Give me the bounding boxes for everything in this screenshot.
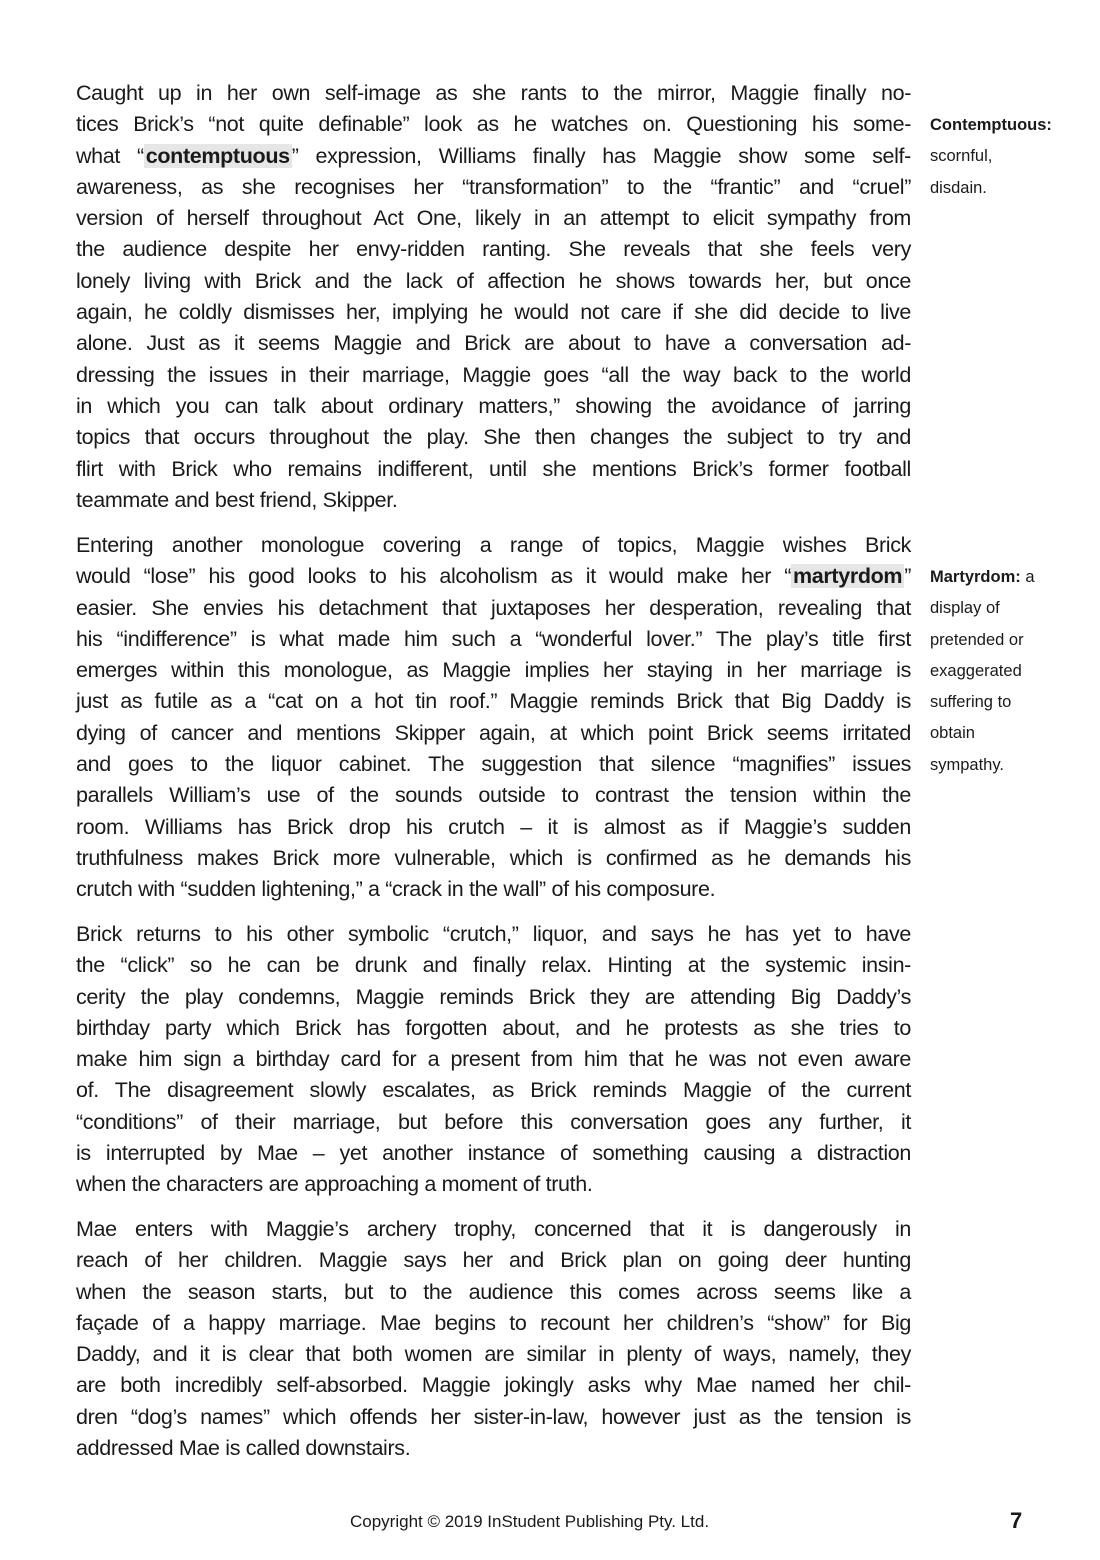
glossary-definition-line: display of [930,599,1000,618]
glossary-definition-line: pretended or [930,630,1024,649]
text-fragment: ” [904,564,911,589]
text-line: just as futile as a “cat on a hot tin roof.” Maggie reminds Brick that Big Daddy is [76,689,911,714]
text-line: the audience despite her envy-ridden ranting. She reveals that she feels very [76,237,911,262]
paragraph-4 [76,1214,911,1464]
text-line: truthfulness makes Brick more vulnerable, which is confirmed as he demands his [76,845,911,870]
text-line: when the season starts, but to the audience this comes across seems like a [76,1279,911,1304]
text-line: Daddy, and it is clear that both women are similar in plenty of ways, namely, they [76,1342,911,1367]
text-line: his “indifference” is what made him such a “wonderful lover.” The play’s title first [76,626,911,651]
highlighted-term: contemptuous [145,143,290,168]
text-line: parallels William’s use of the sounds outside to contrast the tension within the [76,783,911,808]
page-number: 7 [1010,1508,1023,1533]
text-line: dren “dog’s names” which offends her sister-in-law, however just as the tension is [76,1404,911,1429]
paragraph-3 [76,919,911,1201]
text-fragment: what “ [76,143,144,168]
glossary-term: Martyrdom: [930,568,1021,586]
text-line: make him sign a birthday card for a present from him that he was not even aware [76,1047,911,1072]
text-line [76,561,911,592]
text-line: flirt with Brick who remains indifferent, until she mentions Brick’s former football [76,456,911,481]
text-line: crutch with “sudden lightening,” a “crack in the wall” of his composure. [76,877,716,902]
text-line: awareness, as she recognises her “transformation” to the “frantic” and “cruel” [76,174,911,199]
glossary-definition-line: obtain [930,724,975,743]
glossary-definition-line: scornful, [930,147,993,166]
text-line: in which you can talk about ordinary matters,” showing the avoidance of jarring [76,393,911,418]
glossary-definition-line: disdain. [930,178,987,197]
text-line: is interrupted by Mae – yet another instance of something causing a distraction [76,1141,911,1166]
text-line: are both incredibly self-absorbed. Maggie jokingly asks why Mae named her chil- [76,1373,911,1398]
glossary-term: Contemptuous: [930,116,1052,134]
copyright-footer: Copyright © 2019 InStudent Publishing Pty. Ltd. [350,1512,710,1531]
highlighted-term: martyrdom [793,564,903,589]
text-line: of. The disagreement slowly escalates, as Brick reminds Maggie of the current [76,1078,911,1103]
text-line: reach of her children. Maggie says her and Brick plan on going deer hunting [76,1248,911,1273]
text-line: easier. She envies his detachment that juxtaposes her desperation, revealing that [76,595,911,620]
text-line: tices Brick’s “not quite definable” look as he watches on. Questioning his some- [76,112,911,137]
text-line: the “click” so he can be drunk and finally relax. Hinting at the systemic insin- [76,953,911,978]
text-line [76,141,911,172]
text-line: addressed Mae is called downstairs. [76,1436,411,1461]
glossary-definition-start: a [1020,568,1035,586]
text-line: alone. Just as it seems Maggie and Brick are about to have a conversation ad- [76,331,911,356]
text-line: lonely living with Brick and the lack of affection he shows towards her, but once [76,268,911,293]
text-fragment: would “lose” his good looks to his alcoholism as it would make her “ [76,564,792,589]
text-line: teammate and best friend, Skipper. [76,487,398,512]
text-line: room. Williams has Brick drop his crutch – it is almost as if Maggie’s sudden [76,814,911,839]
glossary-note-contemptuous [930,110,1095,204]
text-line: dressing the issues in their marriage, Maggie goes “all the way back to the world [76,362,911,387]
text-line: topics that occurs throughout the play. She then changes the subject to try and [76,425,911,450]
text-line: and goes to the liquor cabinet. The suggestion that silence “magnifies” issues [76,752,911,777]
glossary-definition-line: suffering to [930,693,1012,712]
text-line: Brick returns to his other symbolic “crutch,” liquor, and says he has yet to have [76,922,911,946]
text-line: emerges within this monologue, as Maggie implies her staying in her marriage is [76,658,911,683]
text-line: “conditions” of their marriage, but before this conversation goes any further, it [76,1109,911,1134]
text-line: Caught up in her own self-image as she rants to the mirror, Maggie finally no- [76,81,911,105]
text-line: version of herself throughout Act One, likely in an attempt to elicit sympathy from [76,206,911,231]
glossary-definition-line: sympathy. [930,755,1004,774]
text-fragment: ” expression, Williams finally has Maggie show some self- [291,143,911,168]
text-line: when the characters are approaching a moment of truth. [76,1172,593,1197]
paragraph-1 [76,78,911,516]
text-line: again, he coldly dismisses her, implying he would not care if she did decide to live [76,300,911,325]
text-line: dying of cancer and mentions Skipper again, at which point Brick seems irritated [76,720,911,745]
text-line: façade of a happy marriage. Mae begins to recount her children’s “show” for Big [76,1310,911,1335]
text-line: cerity the play condemns, Maggie reminds Brick they are attending Big Daddy’s [76,984,911,1009]
text-line: birthday party which Brick has forgotten about, and he protests as she tries to [76,1015,911,1040]
text-line: Mae enters with Maggie’s archery trophy, concerned that it is dangerously in [76,1217,911,1241]
text-line: Entering another monologue covering a range of topics, Maggie wishes Brick [76,533,911,557]
glossary-note-martyrdom [930,562,1095,781]
paragraph-2 [76,530,911,906]
glossary-definition-line: exaggerated [930,661,1022,680]
